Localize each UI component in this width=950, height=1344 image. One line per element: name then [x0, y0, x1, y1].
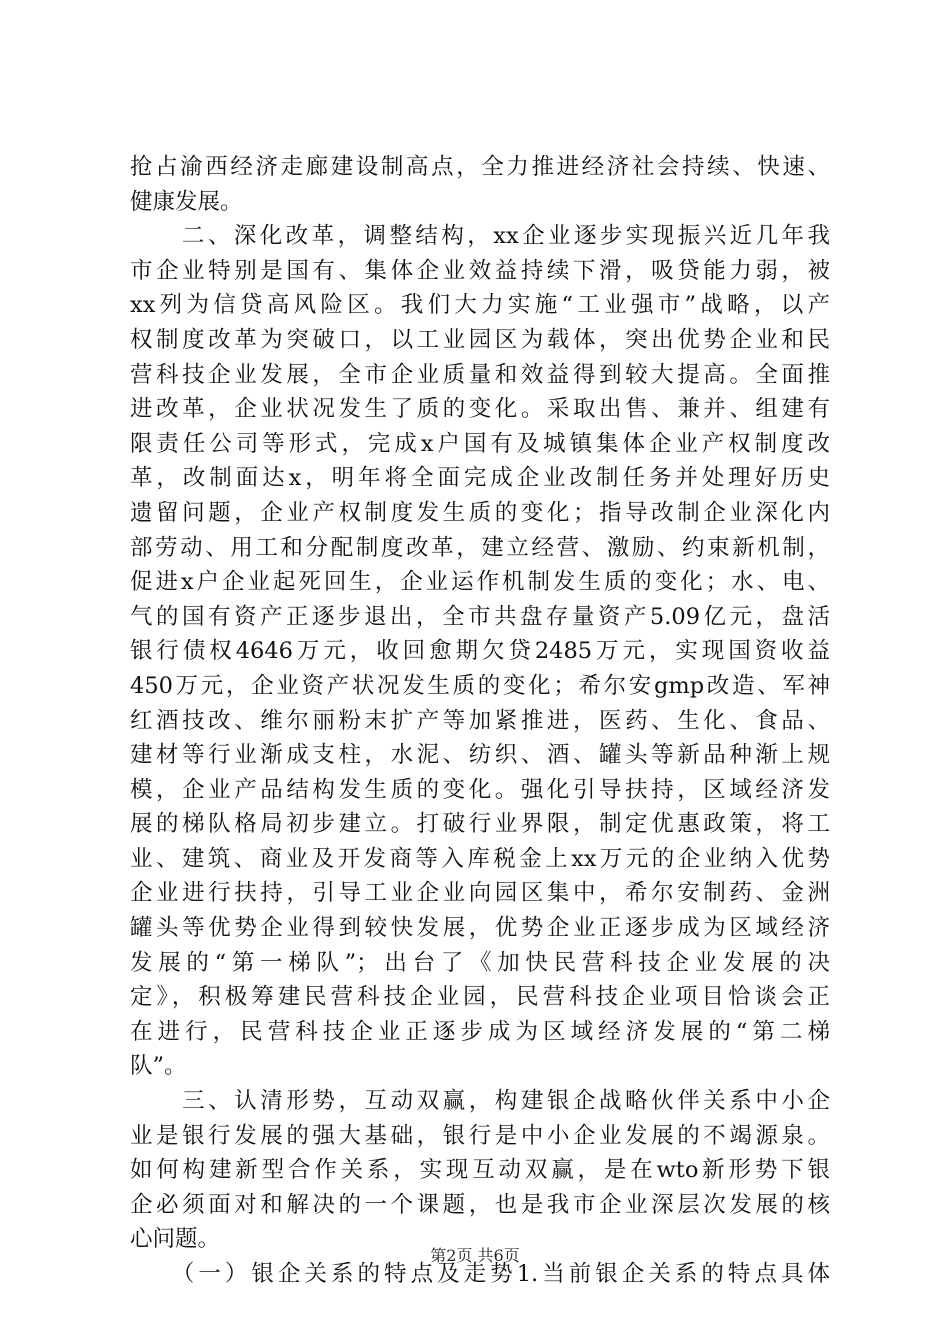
text-line: xx列为信贷高风险区。我们大力实施“工业强市”战略，以产 — [130, 292, 830, 319]
text-line: 健康发展。 — [130, 188, 243, 215]
text-line: 450万元，企业资产状况发生质的变化；希尔安gmp改造、军神 — [130, 672, 830, 699]
text-line: 革，改制面达x，明年将全面完成企业改制任务并处理好历史 — [130, 465, 830, 492]
text-line: 业是银行发展的强大基础，银行是中小企业发展的不竭源泉。 — [130, 1122, 830, 1149]
text-line: 二、深化改革，调整结构，xx企业逐步实现振兴近几年我 — [130, 223, 830, 250]
text-line: 心问题。 — [130, 1226, 221, 1253]
text-line: 红酒技改、维尔丽粉末扩产等加紧推进，医药、生化、食品、 — [130, 707, 830, 734]
text-line: 遗留问题，企业产权制度发生质的变化；指导改制企业深化内 — [130, 499, 830, 526]
text-line: 业、建筑、商业及开发商等入库税金上xx万元的企业纳入优势 — [130, 845, 830, 872]
text-line: 抢占渝西经济走廊建设制高点，全力推进经济社会持续、快速、 — [130, 154, 830, 180]
text-line: 促进x户企业起死回生，企业运作机制发生质的变化；水、电、 — [130, 569, 830, 596]
text-line: 建材等行业渐成支柱，水泥、纺织、酒、罐头等新品种渐上规 — [130, 742, 830, 769]
text-line: 权制度改革为突破口，以工业园区为载体，突出优势企业和民 — [130, 326, 830, 353]
page-footer — [0, 1243, 950, 1266]
text-line: 限责任公司等形式，完成x户国有及城镇集体企业产权制度改 — [130, 430, 830, 457]
text-line: 市企业特别是国有、集体企业效益持续下滑，吸贷能力弱，被 — [130, 257, 830, 284]
text-line: （一）银企关系的特点及走势1.当前银企关系的特点具体 — [130, 1261, 830, 1287]
text-line: 罐头等优势企业得到较快发展，优势企业正逐步成为区域经济 — [130, 915, 830, 942]
text-line: 部劳动、用工和分配制度改革，建立经营、激励、约束新机制， — [130, 534, 830, 561]
text-line: 营科技企业发展，全市企业质量和效益得到较大提高。全面推 — [130, 361, 830, 388]
document-body — [130, 150, 830, 1292]
text-line: 气的国有资产正逐步退出，全市共盘存量资产5.09亿元，盘活 — [130, 603, 830, 630]
text-line: 模，企业产品结构发生质的变化。强化引导扶持，区域经济发 — [130, 776, 830, 803]
text-line: 企必须面对和解决的一个课题，也是我市企业深层次发展的核 — [130, 1191, 830, 1218]
text-line: 如何构建新型合作关系，实现互动双赢，是在wto新形势下银 — [130, 1157, 830, 1184]
text-line: 在进行，民营科技企业正逐步成为区域经济发展的“第二梯 — [130, 1018, 830, 1045]
text-line: 定》，积极筹建民营科技企业园，民营科技企业项目恰谈会正 — [130, 984, 830, 1011]
page-number-label: 第2页 共6页 — [430, 1246, 520, 1265]
text-line: 银行债权4646万元，收回愈期欠贷2485万元，实现国资收益 — [130, 638, 830, 665]
text-line: 进改革，企业状况发生了质的变化。采取出售、兼并、组建有 — [130, 396, 830, 423]
text-line: 队”。 — [130, 1053, 187, 1080]
text-line: 发展的“第一梯队”；出台了《加快民营科技企业发展的决 — [130, 949, 830, 976]
text-line: 展的梯队格局初步建立。打破行业界限，制定优惠政策，将工 — [130, 811, 830, 838]
text-line: 企业进行扶持，引导工业企业向园区集中，希尔安制药、金洲 — [130, 880, 830, 907]
text-line: 三、认清形势，互动双赢，构建银企战略伙伴关系中小企 — [130, 1088, 830, 1115]
